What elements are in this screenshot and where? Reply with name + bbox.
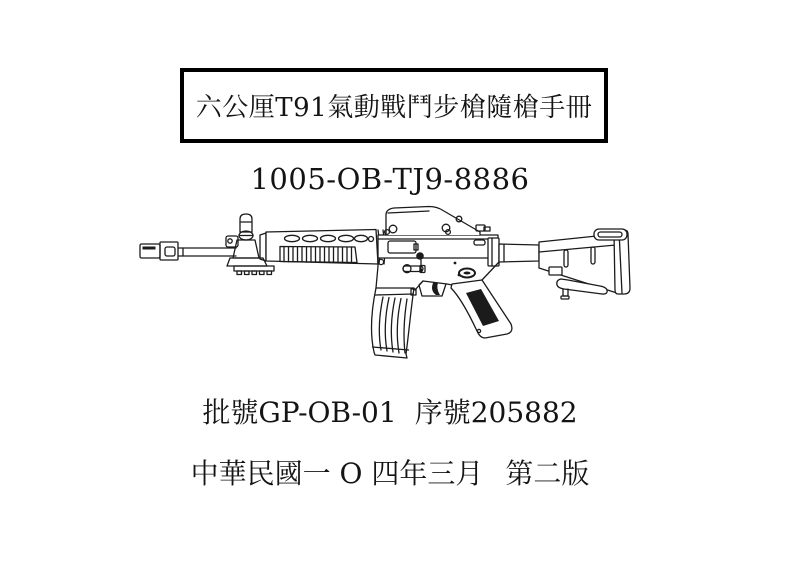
edition-line (0, 452, 790, 492)
magazine (372, 288, 416, 358)
publication-date: 中華民國一 O 四年三月 (190, 457, 484, 490)
handguard (260, 230, 385, 265)
upper-receiver (378, 235, 499, 272)
carry-handle (385, 207, 490, 236)
buttstock (539, 229, 630, 299)
title-box (180, 68, 608, 143)
rifle-illustration (130, 200, 635, 365)
batch-label: 批號 (202, 396, 259, 429)
manual-title: 六公厘T91氣動戰鬥步槍隨槍手冊 (195, 93, 593, 123)
pistol-grip (451, 280, 512, 338)
serial-label: 序號 (414, 396, 471, 429)
serial-number: 205882 (470, 396, 578, 429)
edition-label: 第二版 (505, 457, 590, 490)
buffer-tube (499, 244, 539, 262)
batch-number: GP-OB-01 (258, 396, 397, 429)
batch-serial-line (0, 391, 790, 431)
muzzle-device (140, 242, 178, 260)
rifle-line-drawing-svg (130, 200, 635, 365)
stock-number: 1005-OB-TJ9-8886 (250, 162, 530, 196)
barrel (178, 248, 236, 256)
